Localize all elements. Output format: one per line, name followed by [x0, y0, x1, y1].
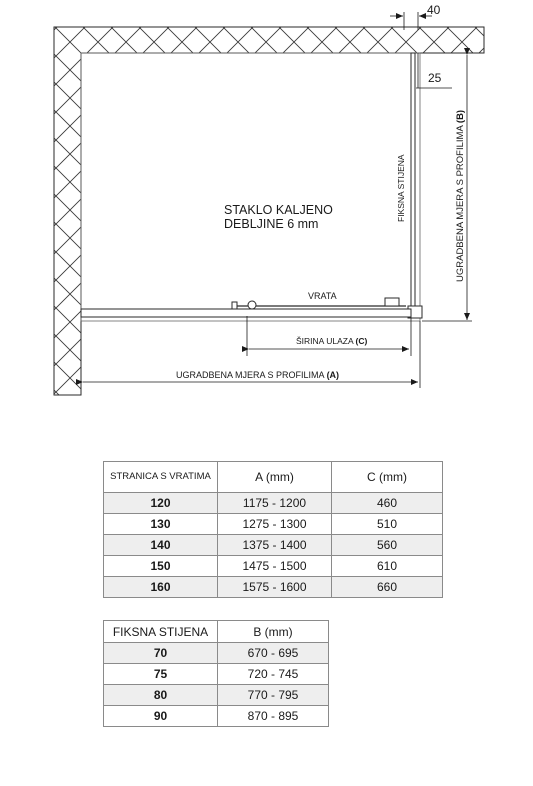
- entrance-width-label: ŠIRINA ULAZA (C): [296, 336, 368, 346]
- cell-b: 670 - 695: [218, 643, 329, 664]
- header-fixed-wall: FIKSNA STIJENA: [104, 621, 218, 643]
- cell-size: 120: [104, 493, 218, 514]
- dim-40-label: 40: [427, 3, 441, 17]
- cell-size: 90: [104, 706, 218, 727]
- table-row: [104, 577, 443, 598]
- fixed-panel: [411, 53, 415, 311]
- cell-b: 870 - 895: [218, 706, 329, 727]
- table-row: [104, 514, 443, 535]
- cell-a: 1575 - 1600: [218, 577, 332, 598]
- fixed-wall-label: FIKSNA STIJENA: [396, 154, 406, 222]
- header-b: B (mm): [218, 621, 329, 643]
- table-row: [104, 535, 443, 556]
- cell-a: 1275 - 1300: [218, 514, 332, 535]
- cell-c: 560: [332, 535, 443, 556]
- cell-size: 140: [104, 535, 218, 556]
- dim-25-label: 25: [428, 71, 442, 85]
- cell-size: 150: [104, 556, 218, 577]
- cell-c: 610: [332, 556, 443, 577]
- mount-b-label: UGRADBENA MJERA S PROFILIMA (B): [455, 109, 466, 282]
- table-row: [104, 556, 443, 577]
- header-door-side: STRANICA S VRATIMA: [104, 462, 218, 493]
- table-row: [104, 643, 329, 664]
- cell-c: 660: [332, 577, 443, 598]
- table-row: [104, 706, 329, 727]
- cell-size: 160: [104, 577, 218, 598]
- door-label: VRATA: [308, 291, 337, 301]
- table-row: [104, 685, 329, 706]
- shower-tray-outline: [81, 53, 420, 321]
- front-rail: [81, 309, 411, 317]
- table-row: [104, 493, 443, 514]
- cell-b: 720 - 745: [218, 664, 329, 685]
- cell-b: 770 - 795: [218, 685, 329, 706]
- cell-size: 130: [104, 514, 218, 535]
- cell-size: 70: [104, 643, 218, 664]
- header-a: A (mm): [218, 462, 332, 493]
- cell-size: 75: [104, 664, 218, 685]
- cell-a: 1475 - 1500: [218, 556, 332, 577]
- fixed-wall-table: [103, 620, 329, 727]
- header-c: C (mm): [332, 462, 443, 493]
- cell-a: 1375 - 1400: [218, 535, 332, 556]
- door-handle-left: [248, 301, 256, 309]
- glass-type-line2: DEBLJINE 6 mm: [224, 217, 319, 231]
- cell-size: 80: [104, 685, 218, 706]
- cell-a: 1175 - 1200: [218, 493, 332, 514]
- doors-table: [103, 461, 443, 598]
- cell-c: 510: [332, 514, 443, 535]
- cell-c: 460: [332, 493, 443, 514]
- mount-a-label: UGRADBENA MJERA S PROFILIMA (A): [176, 370, 340, 380]
- table-row: [104, 664, 329, 685]
- door-stop: [385, 298, 399, 306]
- door-profile-small: [232, 302, 237, 309]
- glass-type-line1: STAKLO KALJENO: [224, 203, 333, 217]
